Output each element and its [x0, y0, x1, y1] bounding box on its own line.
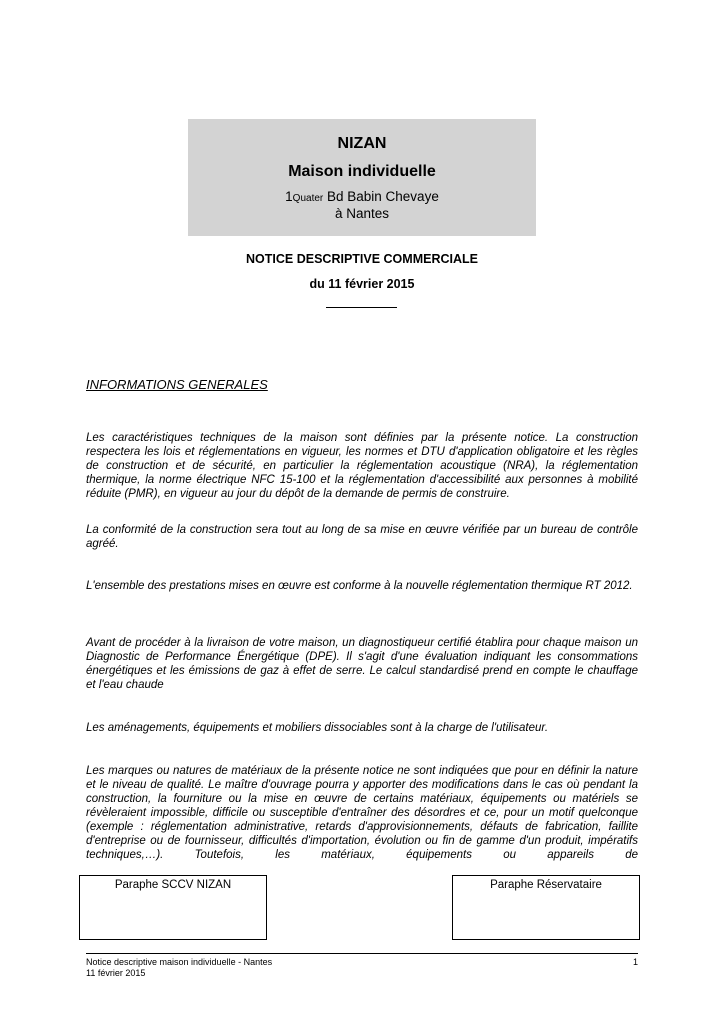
paragraph-furnishings: Les aménagements, équipements et mobiliers dissociables sont à la charge de l'utilisateur. [86, 722, 549, 734]
title-divider [326, 307, 397, 308]
project-city: à Nantes [334, 206, 390, 221]
footer-date: 11 février 2015 [86, 968, 146, 978]
signature-label-reservataire: Paraphe Réservataire [490, 879, 602, 891]
paragraph-conformity: La conformité de la construction sera tout au long de sa mise en œuvre vérifiée par un bureau de contrôle agréé. [86, 524, 638, 550]
address-street: Bd Babin Chevaye [323, 189, 439, 204]
address-suffix: Quater [292, 193, 324, 204]
paragraph-characteristics: Les caractéristiques techniques de la maison sont définies par la présente notice. La construction respectera les lois et réglementations en vigueur, les normes et DTU d'application obligatoire et les règles de construction et de sécurité, en particulier la réglementation acoustique (NRA), la réglementation thermique, la norme électrique NFC 15-100 et la réglementation d'accessibilité aux personnes à mobilité réduite (PMR), en vigueur au jour du dépôt de la demande de permis de construire. [86, 432, 638, 500]
footer-divider [86, 953, 638, 954]
signature-box-reservataire[interactable] [452, 875, 640, 940]
footer-text [86, 957, 272, 979]
signature-label-sccv: Paraphe SCCV NIZAN [114, 879, 232, 891]
paragraph-rt2012: L'ensemble des prestations mises en œuvre est conforme à la nouvelle réglementation thermique RT 2012. [86, 580, 633, 592]
project-name: NIZAN [337, 135, 387, 152]
page-number: 1 [632, 957, 638, 967]
section-title: INFORMATIONS GENERALES [86, 377, 268, 392]
paragraph-materials: Les marques ou natures de matériaux de la présente notice ne sont indiquées que pour en définir la nature et le niveau de qualité. Le maître d'ouvrage pourra y apporter des modifications dans le cas où pendant la construction, la fourniture ou la mise en œuvre de certains matériaux, équipements ou matériels se révèleraient impossible, difficile ou susceptible d'entraîner des désordres et ce, pour un motif quelconque (exemple : réglementation administrative, retards d'approvisionnements, défauts de fabrication, faillite d'entreprise ou de fournisseur, difficultés d'importation, évolution ou fin de gamme d'un produit, impératifs techniques,…). Toutefois, les matériaux, équipements ou appareils de [86, 765, 638, 861]
project-address [188, 189, 536, 204]
project-type: Maison individuelle [288, 163, 436, 180]
address-number: 1 [285, 189, 293, 204]
footer-document-title: Notice descriptive maison individuelle - Nantes [86, 957, 273, 967]
paragraph-dpe: Avant de procéder à la livraison de votre maison, un diagnostiqueur certifié établira pour chaque maison un Diagnostic de Performance Énergétique (DPE). Il s'agit d'une évaluation indiquant les consommations énergétiques et les émissions de gaz à effet de serre. Le calcul standardisé prend en compte le chauffage et l'eau chaude [86, 637, 638, 691]
title-box [188, 119, 536, 236]
notice-title: NOTICE DESCRIPTIVE COMMERCIALE [246, 252, 478, 266]
signature-box-sccv[interactable] [79, 875, 267, 940]
notice-date: du 11 février 2015 [309, 277, 415, 291]
